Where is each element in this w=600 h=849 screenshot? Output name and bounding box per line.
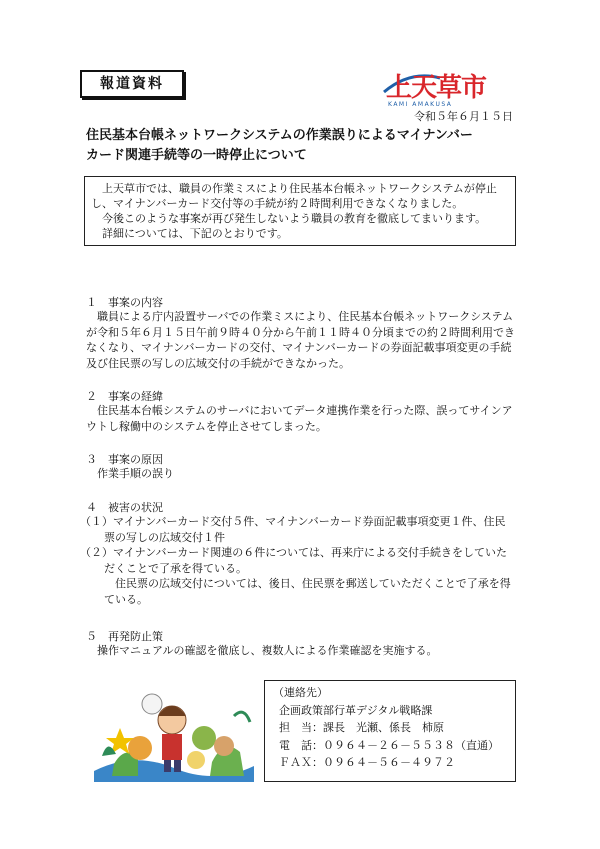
mascot-illustration bbox=[94, 676, 254, 782]
section-2-heading: ２ 事案の経緯 bbox=[86, 390, 163, 403]
summary-paragraph-2: 今後このような事案が再び発生しないよう職員の教育を徹底してまいります。 bbox=[102, 212, 487, 225]
section-4-item-2-cont: 住民票の広域交付については、後日、住民票を郵送していただくことで了承を得ている。 bbox=[104, 577, 511, 606]
contact-person: 担 当：課長 光瀬、係長 柿原 bbox=[279, 721, 444, 734]
section-2-body bbox=[86, 403, 516, 434]
contact-fax: ＦＡＸ：０９６４－５６－４９７２ bbox=[279, 756, 455, 769]
contact-phone: 電 話：０９６４－２６－５５３８（直通） bbox=[279, 738, 499, 752]
section-3-body bbox=[86, 466, 516, 482]
release-date: 令和５年６月１５日 bbox=[414, 110, 513, 123]
summary-box bbox=[84, 176, 516, 246]
city-logo-graphic bbox=[380, 66, 510, 108]
section-1-heading: １ 事案の内容 bbox=[86, 296, 163, 309]
section-2-text: 住民基本台帳システムのサーバにおいてデータ連携作業を行った際、誤ってサインアウトし稼働中のシステムを停止させてしまった。 bbox=[86, 404, 513, 433]
city-logo bbox=[380, 66, 510, 108]
title-line-1: 住民基本台帳ネットワークシステムの作業誤りによるマイナンバー bbox=[86, 128, 473, 143]
mascot-characters-image bbox=[94, 676, 254, 782]
svg-text:上天草市: 上天草市 bbox=[386, 73, 487, 103]
summary-paragraph-3: 詳細については、下記のとおりです。 bbox=[102, 227, 288, 240]
section-4-heading: ４ 被害の状況 bbox=[86, 501, 163, 514]
contact-label: （連絡先） bbox=[273, 686, 328, 699]
section-4-item-2: （２）マイナンバーカード関連の６件については、再来庁による交付手続きをしていただくことで了承を得ている。 bbox=[80, 546, 508, 575]
section-5-heading: ５ 再発防止策 bbox=[86, 630, 163, 643]
section-3-heading: ３ 事案の原因 bbox=[86, 453, 163, 466]
section-1-text: 職員による庁内設置サーバでの作業ミスにより、住民基本台帳ネットワークシステムが令和５年６月１５日午前９時４０分から午前１１時４０分頃までの約２時間利用できなくなり、マイナンバーカードの交付、マイナンバーカードの券面記載事項変更の手続及び住民票の写しの広域交付の手続ができなかった。 bbox=[86, 310, 515, 370]
section-5-text: 操作マニュアルの確認を徹底し、複数人による作業確認を実施する。 bbox=[97, 644, 438, 657]
section-4-body bbox=[80, 514, 516, 607]
contact-department: 企画政策部行革デジタル戦略課 bbox=[279, 703, 433, 717]
section-1-body bbox=[86, 309, 516, 371]
press-release-badge: 報道資料 bbox=[80, 70, 184, 98]
section-5-body bbox=[86, 643, 516, 659]
svg-text:KAMI AMAKUSA: KAMI AMAKUSA bbox=[388, 101, 453, 108]
page-title bbox=[86, 126, 526, 166]
title-line-2: カード関連手続等の一時停止について bbox=[86, 148, 307, 163]
summary-paragraph-1: 上天草市では、職員の作業ミスにより住民基本台帳ネットワークシステムが停止し、マイナンバーカード交付等の手続が約２時間利用できなくなりました。 bbox=[91, 182, 497, 210]
section-4-item-1: （１）マイナンバーカード交付５件、マイナンバーカード券面記載事項変更１件、住民票の写しの広域交付１件 bbox=[80, 515, 506, 544]
contact-box bbox=[264, 680, 516, 782]
section-3-text: 作業手順の誤り bbox=[97, 467, 174, 480]
